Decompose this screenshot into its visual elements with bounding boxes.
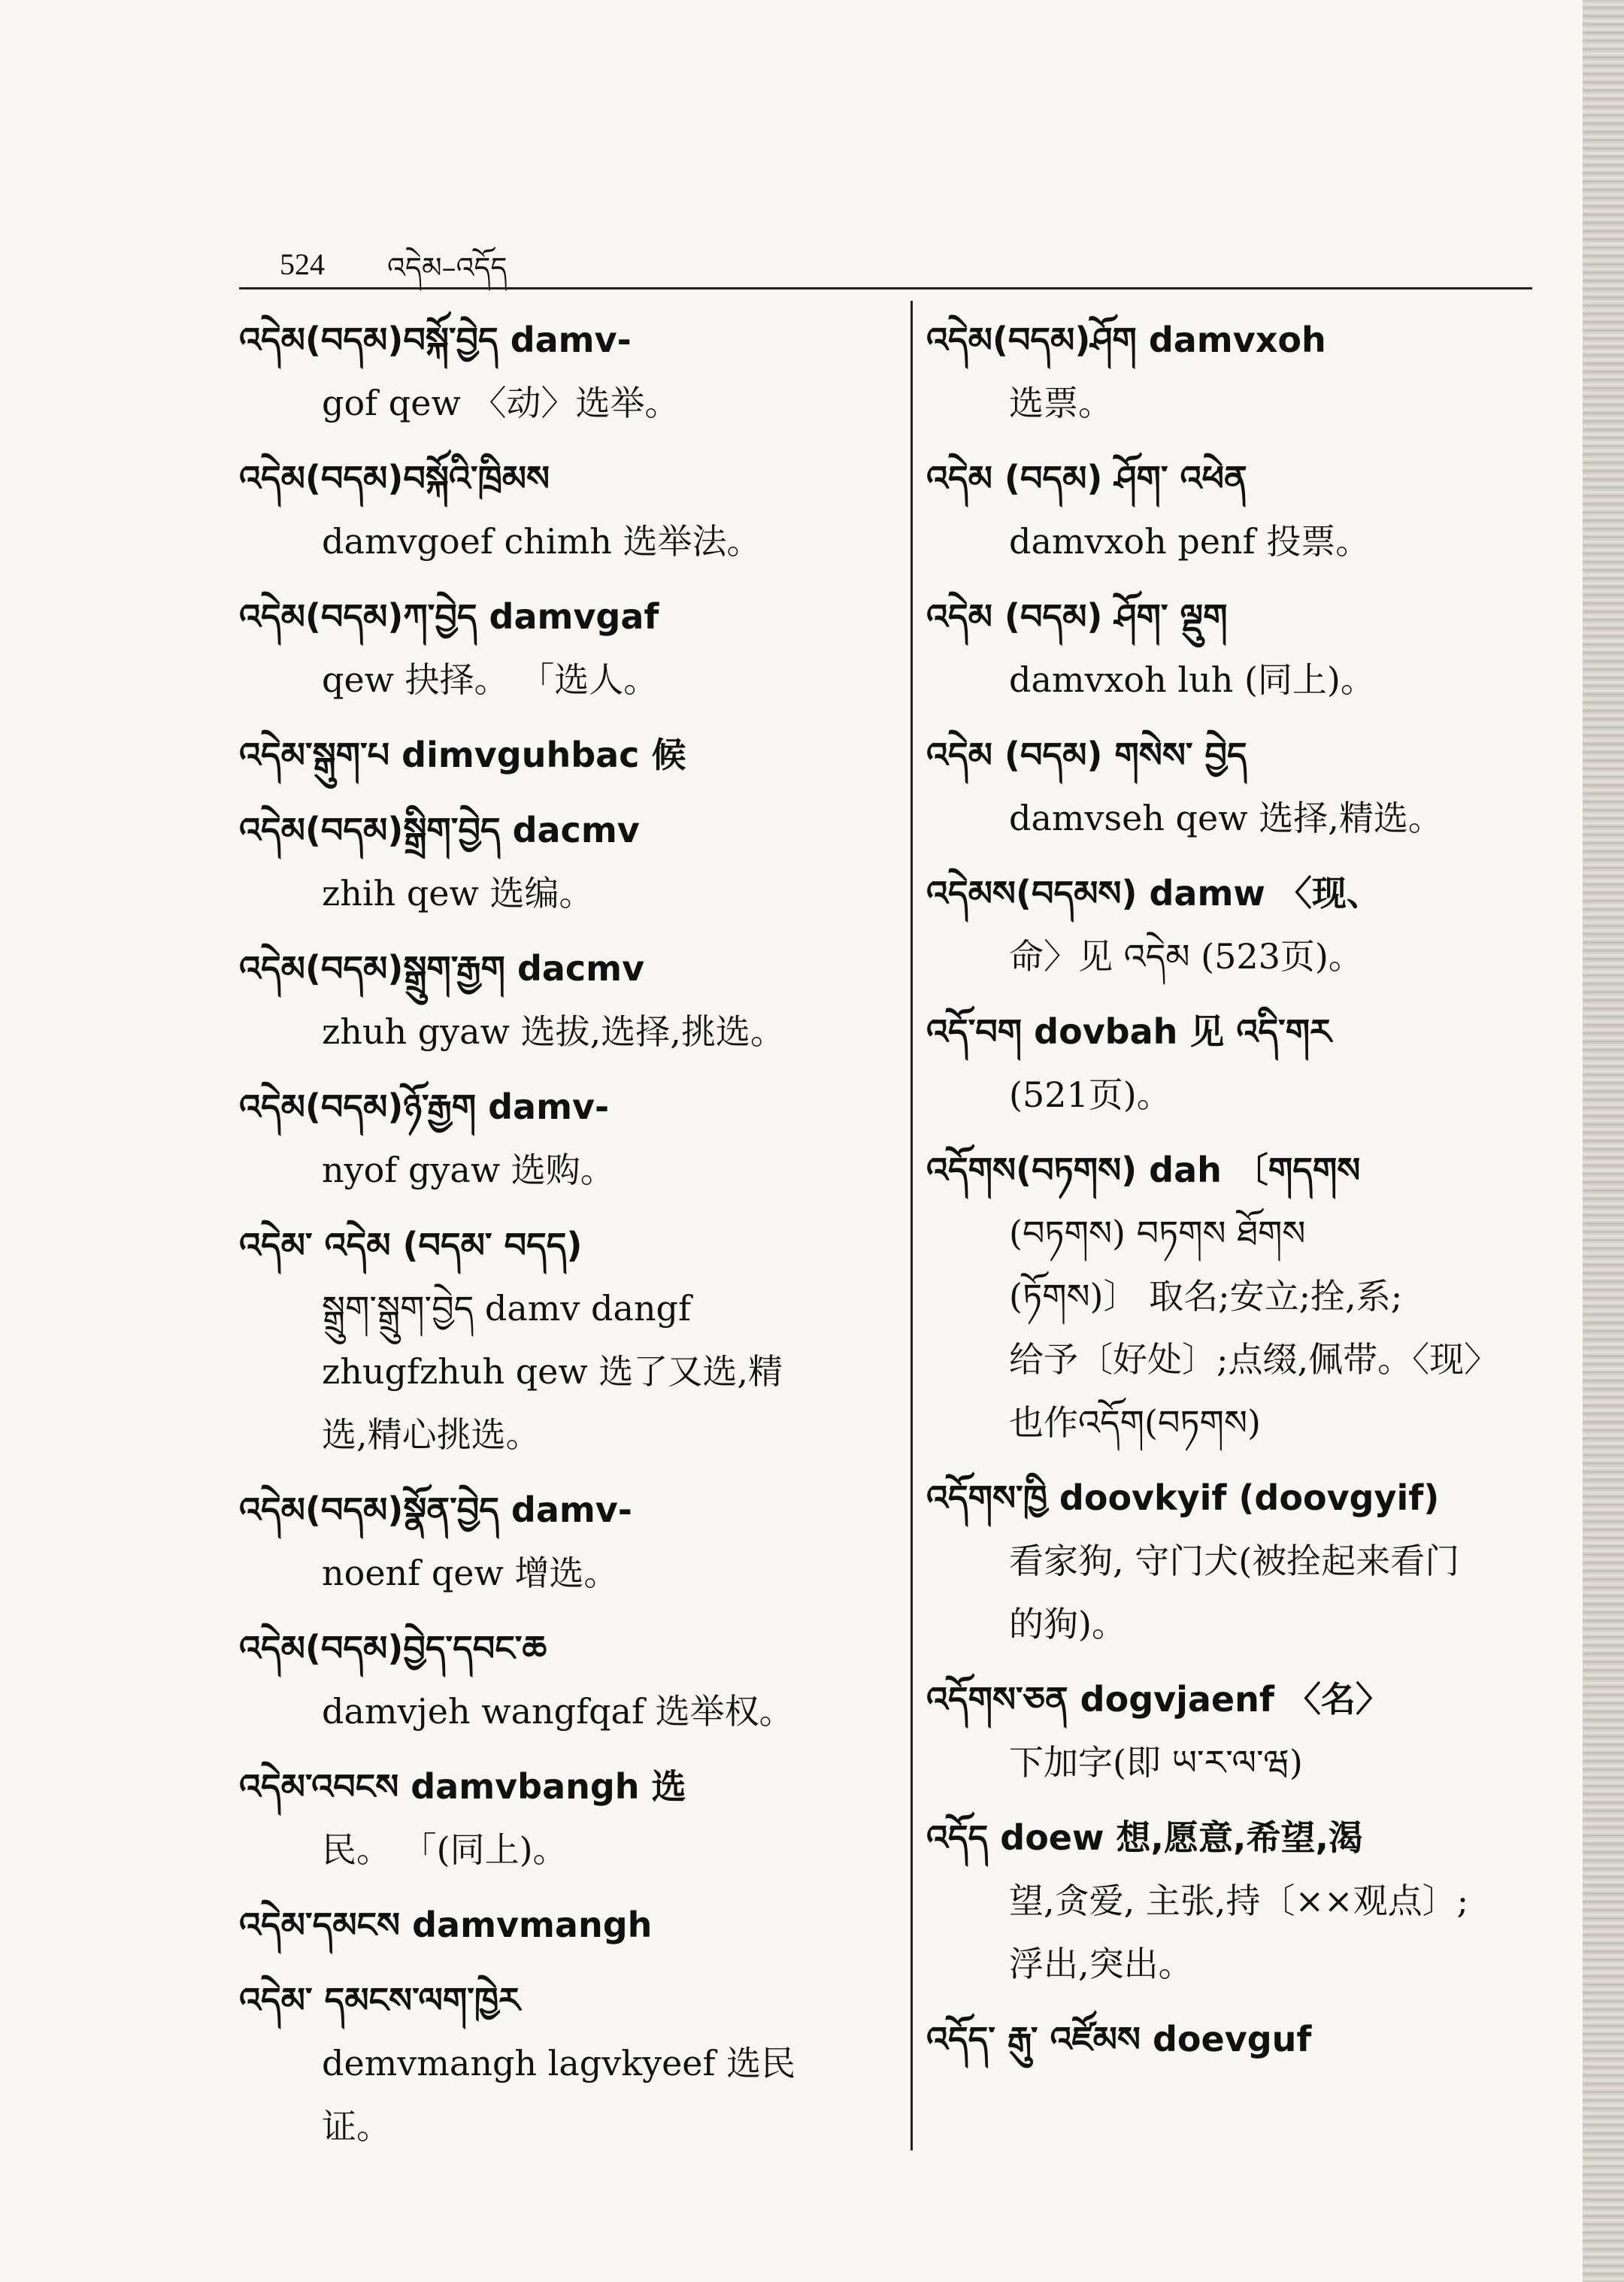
dictionary-entry bbox=[926, 2008, 1543, 2071]
entry-definition: noenf qew 增选。 bbox=[322, 1553, 619, 1593]
entry-headword: འདེམ(བདམ)སྣོན་བྱེད damv- bbox=[239, 1490, 632, 1530]
entry-headword: འདོགས་ཁྱི doovkyif (doovgyif) bbox=[926, 1477, 1440, 1518]
entry-definition: zhuh gyaw 选拔,选择,挑选。 bbox=[322, 1011, 785, 1052]
entry-headword: འདེམ(བདམ)ཤོག damvxoh bbox=[926, 320, 1326, 360]
entry-headword: འདེམ་ འདེམ (བདམ་ བདད) bbox=[239, 1225, 583, 1265]
entry-definition: damvgoef chimh 选举法。 bbox=[322, 521, 762, 562]
entry-headword: འདེམ (བདམ) ཤོག་ འཕེན bbox=[926, 458, 1247, 499]
right-column bbox=[926, 308, 1543, 2083]
entry-definition: 给予〔好处〕;点缀,佩带。〈现〉 bbox=[1009, 1339, 1499, 1380]
page-number: 524 bbox=[280, 247, 325, 281]
dictionary-entry bbox=[926, 447, 1543, 573]
entry-headword: འདེམ་ དམངས་ལག་ཁྱེར bbox=[239, 1980, 520, 2020]
dictionary-entry bbox=[239, 1755, 886, 1881]
entry-headword: འདེམ(བདམ)བྱེད་དབང་ཆ bbox=[239, 1628, 547, 1668]
entry-definition: 选票。 bbox=[1009, 383, 1113, 423]
entry-headword: འདེམ(བདམ)སྒྲུག་རྒྱག dacmv bbox=[239, 948, 645, 989]
entry-definition: (521页)。 bbox=[1009, 1074, 1171, 1115]
dictionary-entry bbox=[239, 1968, 886, 2158]
entry-headword: འདེམས(བདམས) damw 〈现、 bbox=[926, 873, 1381, 914]
dictionary-entry bbox=[926, 1806, 1543, 1996]
entry-headword: འདེམ་སྒུག་པ dimvguhbac 候 bbox=[239, 735, 686, 775]
dictionary-entry bbox=[926, 585, 1543, 711]
dictionary-entry bbox=[926, 1466, 1543, 1656]
entry-headword: འདེམ(བདམ)བསྐོའི་ཁྲིམས bbox=[239, 458, 550, 499]
entry-definition: damvxoh luh (同上)。 bbox=[1009, 659, 1375, 700]
dictionary-entry bbox=[926, 308, 1543, 435]
entry-headword: འདེམ (བདམ) ཤོག་ ལྡུག bbox=[926, 596, 1228, 637]
entry-definition: 的狗)。 bbox=[1009, 1604, 1126, 1644]
column-divider bbox=[910, 301, 913, 2150]
entry-definition: 浮出,突出。 bbox=[1009, 1944, 1193, 1984]
entry-definition: 下加字(即 ཡ་ར་ལ་ཝ) bbox=[1009, 1742, 1303, 1783]
dictionary-entry bbox=[239, 1617, 886, 1743]
entry-headword: འདེམ་འབངས damvbangh 选 bbox=[239, 1766, 686, 1807]
entry-headword: འདོད་ རྒུ་ འཛོམས doevguf bbox=[926, 2019, 1312, 2059]
entry-definition: nyof gyaw 选购。 bbox=[322, 1150, 615, 1190]
entry-definition: damvjeh wangfqaf 选举权。 bbox=[322, 1691, 794, 1732]
entry-headword: འདེམ(བདམ)སྒྲིག་བྱེད dacmv bbox=[239, 810, 640, 850]
dictionary-entry bbox=[239, 1214, 886, 1466]
entry-headword: འདོ་བག dovbah 见 འདི་གར bbox=[926, 1011, 1332, 1052]
dictionary-entry bbox=[926, 1668, 1543, 1794]
dictionary-entry bbox=[239, 1478, 886, 1605]
entry-definition: 望,贪爱, 主张,持〔××观点〕; bbox=[1009, 1880, 1469, 1921]
header-rule bbox=[239, 287, 1532, 289]
dictionary-entry bbox=[239, 1893, 886, 1956]
entry-definition: gof qew 〈动〉选举。 bbox=[322, 383, 680, 423]
dictionary-entry bbox=[239, 585, 886, 711]
dictionary-entry bbox=[926, 723, 1543, 850]
entry-headword: འདེམ(བདམ)བསྐོ་བྱེད damv- bbox=[239, 320, 632, 360]
entry-definition: damvxoh penf 投票。 bbox=[1009, 521, 1371, 562]
dictionary-entry bbox=[239, 308, 886, 435]
dictionary-entry bbox=[239, 1075, 886, 1202]
entry-definition: སྒྲུག་སྒྲུག་བྱེད damv dangf bbox=[322, 1288, 691, 1329]
entry-definition: 民。 「(同上)。 bbox=[322, 1829, 568, 1870]
scanned-page-edge bbox=[1583, 0, 1624, 2282]
dictionary-entry bbox=[239, 723, 886, 786]
dictionary-entry bbox=[239, 937, 886, 1063]
entry-definition: 选,精心挑选。 bbox=[322, 1414, 541, 1455]
dictionary-entry bbox=[926, 862, 1543, 988]
entry-definition: (ཏོགས)〕 取名;安立;拴,系; bbox=[1009, 1276, 1403, 1317]
entry-definition: qew 抉择。 「选人。 bbox=[322, 659, 659, 700]
dictionary-entry bbox=[239, 447, 886, 573]
entry-headword: འདོད doew 想,愿意,希望,渴 bbox=[926, 1817, 1363, 1858]
entry-definition: 证。 bbox=[322, 2106, 391, 2147]
entry-headword: འདེམ(བདམ)ཉོ་རྒྱག damv- bbox=[239, 1086, 610, 1127]
dictionary-entry bbox=[926, 1138, 1543, 1454]
entry-headword: འདེམ (བདམ) གསེས་ བྱེད bbox=[926, 735, 1247, 775]
entry-definition: 看家狗, 守门犬(被拴起来看门 bbox=[1009, 1541, 1460, 1581]
entry-headword: འདེམ(བདམ)ཀ་བྱེད damvgaf bbox=[239, 596, 659, 637]
entry-definition: damvseh qew 选择,精选。 bbox=[1009, 798, 1443, 838]
entry-definition: zhih qew 选编。 bbox=[322, 873, 594, 914]
left-column bbox=[239, 308, 886, 2170]
entry-definition: 命〉见 འདེམ (523页)。 bbox=[1009, 936, 1363, 977]
entry-definition: (བཏགས) བཏགས ཐོགས bbox=[1009, 1213, 1306, 1253]
entry-headword: འདོགས(བཏགས) dah 〔གདགས bbox=[926, 1150, 1361, 1190]
entry-headword: འདེམ་དམངས damvmangh bbox=[239, 1905, 653, 1945]
entry-definition: demvmangh lagvkyeef 选民 bbox=[322, 2043, 796, 2083]
entry-definition: 也作འདོག(བཏགས) bbox=[1009, 1402, 1261, 1443]
running-head: འདེམ–འདོད bbox=[387, 251, 508, 284]
dictionary-entry bbox=[926, 1000, 1543, 1126]
dictionary-entry bbox=[239, 799, 886, 925]
entry-headword: འདོགས་ཅན dogvjaenf 〈名〉 bbox=[926, 1679, 1390, 1720]
entry-definition: zhugfzhuh qew 选了又选,精 bbox=[322, 1351, 783, 1392]
